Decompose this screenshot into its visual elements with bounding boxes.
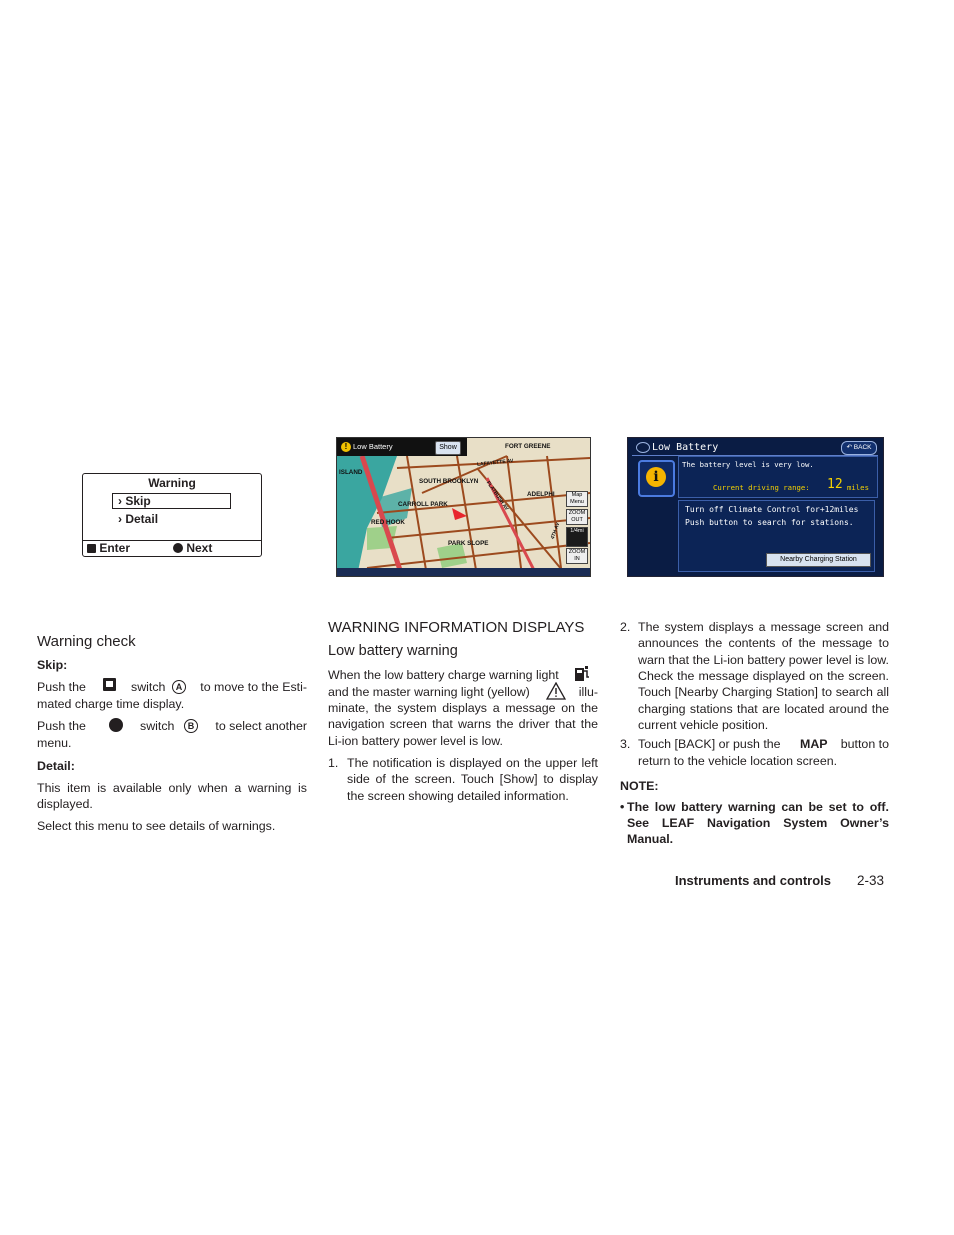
- chevron-right-icon: ›: [118, 494, 122, 508]
- map-label: FLATBUSH AV: [484, 480, 510, 512]
- text: navigation screen that warns the driver that the: [328, 717, 598, 731]
- text: Li-ion battery power level is low.: [328, 734, 503, 748]
- low-battery-warning-heading: Low battery warning: [328, 643, 458, 659]
- enter-switch-icon: [87, 544, 96, 553]
- nissan-icon: [636, 442, 650, 453]
- text: displayed.: [37, 797, 93, 811]
- next-switch-icon: [173, 543, 183, 553]
- intro-line-2: [328, 684, 598, 701]
- text: Check the message displayed on the screen.: [638, 669, 889, 683]
- note-text: See LEAF Navigation System Owner’s: [627, 816, 889, 830]
- detail-item: [118, 512, 158, 526]
- text: When the low battery charge warning light: [328, 668, 559, 682]
- map-label: LAFAYETTE AV: [476, 458, 514, 468]
- range-panel: [678, 456, 878, 498]
- map-label: ADELPHI: [527, 491, 555, 498]
- show-button[interactable]: Show: [435, 441, 461, 455]
- step-number: 2.: [620, 620, 631, 634]
- text: current vehicle position.: [638, 718, 769, 732]
- text: Select this menu to see details of warnings.: [37, 819, 276, 833]
- map-label: RED HOOK: [371, 519, 405, 526]
- step3-line-1: [638, 736, 889, 753]
- page-number: 2-33: [857, 873, 885, 888]
- nearby-charging-station-button[interactable]: Nearby Charging Station: [766, 553, 871, 567]
- text: mated charge time display.: [37, 697, 185, 711]
- text: side of the screen. Touch [Show] to display: [347, 772, 598, 786]
- skip-item-label: Skip: [125, 494, 151, 508]
- text: minate, the system displays a message on the: [328, 701, 598, 715]
- text: and the master warning light (yellow): [328, 685, 530, 699]
- text: This item is available only when a warning is: [37, 781, 307, 795]
- text: button to: [840, 737, 889, 751]
- text: to move to the Esti-: [200, 680, 307, 694]
- step-number: 3.: [620, 737, 631, 751]
- note-text: Manual.: [627, 832, 674, 846]
- text: switch: [140, 719, 175, 733]
- enter-label: Enter: [99, 541, 131, 555]
- detail-heading: Detail:: [37, 759, 75, 773]
- footer-section: Instruments and controls: [675, 873, 832, 888]
- note-text: The low battery warning can be set to off.: [627, 800, 889, 814]
- push-line-1: [37, 679, 307, 696]
- range-label: Current driving range:: [713, 483, 810, 492]
- warning-check-heading: Warning check: [37, 633, 136, 650]
- screen-title: Low Battery: [652, 442, 719, 453]
- note-heading: NOTE:: [620, 779, 659, 793]
- text: menu.: [37, 736, 72, 750]
- info-icon: i: [638, 460, 675, 497]
- next-hint: [173, 541, 212, 555]
- chevron-right-icon: ›: [118, 512, 122, 526]
- scale-indicator: 1/4mi: [566, 527, 588, 547]
- switch-b-icon: B: [184, 719, 198, 733]
- search-suggestion: Push button to search for stations.: [685, 518, 854, 527]
- text: Touch [BACK] or push the: [638, 737, 781, 751]
- section-heading: WARNING INFORMATION DISPLAYS: [328, 619, 585, 636]
- skip-item: [118, 494, 151, 508]
- text: illu-: [578, 685, 598, 699]
- enter-hint: [87, 541, 130, 555]
- low-battery-screen: [627, 437, 884, 577]
- notification-bar: [337, 438, 467, 456]
- zoom-in-button[interactable]: ZOOM IN: [566, 548, 588, 564]
- text: Touch [Nearby Charging Station] to search all: [638, 685, 889, 699]
- push-line-2: [37, 718, 307, 735]
- text: charging stations that are located around the: [638, 702, 889, 716]
- back-arrow-icon: ↶: [846, 444, 852, 451]
- next-label: Next: [186, 541, 213, 555]
- map-label: ISLAND: [339, 469, 363, 476]
- text: the screen showing detailed information.: [347, 789, 569, 803]
- text: return to the vehicle location screen.: [638, 754, 838, 768]
- range-value: 12: [827, 477, 843, 492]
- map-label: CARROLL PARK: [398, 501, 448, 508]
- text: The notification is displayed on the upper left: [347, 756, 598, 770]
- map-label: SOUTH BROOKLYN: [419, 478, 479, 485]
- map-status-bar: [337, 568, 590, 576]
- battery-message: The battery level is very low.: [682, 460, 814, 469]
- warning-icon: !: [341, 442, 351, 452]
- text: switch: [131, 680, 166, 694]
- map-button-ref: MAP: [800, 737, 828, 751]
- climate-suggestion: Turn off Climate Control for+12miles: [685, 505, 859, 514]
- switch-a-icon: A: [172, 680, 186, 694]
- text: warn that the Li-ion battery power level is low.: [638, 653, 889, 667]
- text: to select another: [215, 719, 307, 733]
- text: Push the: [37, 719, 86, 733]
- text: The system displays a message screen and: [638, 620, 889, 634]
- warning-title: Warning: [148, 476, 196, 490]
- enter-switch-icon: [102, 677, 118, 698]
- step-number: 1.: [328, 756, 339, 770]
- map-label: FORT GREENE: [505, 443, 551, 450]
- navigation-map-screen: [336, 437, 591, 577]
- back-button-label: BACK: [853, 444, 872, 451]
- zoom-out-button[interactable]: ZOOM OUT: [566, 509, 588, 525]
- text: Push the: [37, 680, 86, 694]
- map-label: PARK SLOPE: [448, 540, 489, 547]
- text: announces the contents of the message to: [638, 636, 889, 650]
- skip-heading: Skip:: [37, 658, 68, 672]
- next-switch-icon: [109, 718, 123, 732]
- map-menu-button[interactable]: Map Menu: [566, 491, 588, 507]
- bullet: •: [620, 800, 625, 814]
- back-button[interactable]: [841, 441, 877, 455]
- map-graphic: [337, 438, 590, 576]
- range-unit: miles: [847, 483, 869, 492]
- warning-display-figure: [82, 473, 262, 557]
- low-battery-notification: Low Battery: [353, 442, 393, 451]
- detail-item-label: Detail: [125, 512, 159, 526]
- map-label: 4TH AV: [549, 521, 562, 541]
